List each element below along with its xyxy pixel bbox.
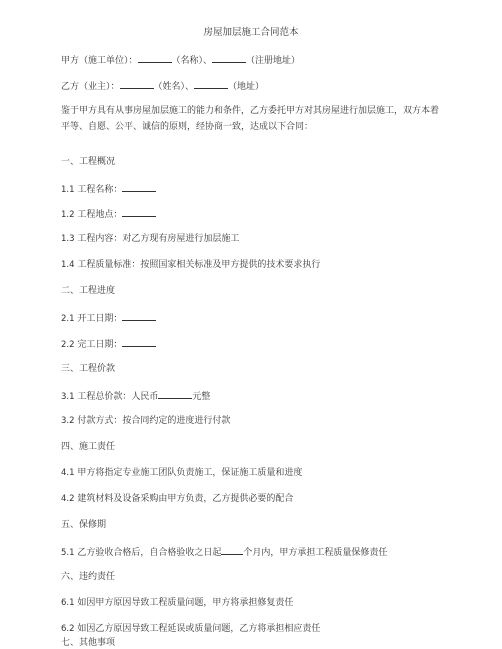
item-2-2 [61,337,441,351]
section-5-heading: 五、保修期 [61,520,107,530]
item-number: 1.4 [61,260,75,270]
item-5-1 [61,545,441,559]
section-7-heading: 七、其他事项 [61,638,116,648]
item-text: 如因乙方原因导致工程延误或质量问题，乙方将承担相应责任 [74,624,321,634]
section-1-heading: 一、工程概况 [61,157,116,167]
item-3-1 [61,389,441,403]
section-2-heading: 二、工程进度 [61,286,116,296]
item-text: 工程地点： [74,210,123,220]
item-number: 2.2 [61,340,75,350]
item-text: 乙方验收合格后，自合格验收之日起 [74,548,222,558]
item-text: 工程质量标准：按照国家相关标准及甲方提供的技术要求执行 [74,260,321,270]
total-price-blank [158,389,192,399]
item-text: 工程名称： [74,185,123,195]
party-b-suffix: （地址） [228,82,265,92]
item-number: 3.1 [61,392,75,402]
item-number: 5.1 [61,548,75,558]
item-suffix: 个月内，甲方承担工程质量保修责任 [243,548,388,558]
item-number: 2.1 [61,314,75,324]
project-name-blank [122,182,156,192]
intro-paragraph: 鉴于甲方具有从事房屋加层施工的能力和条件，乙方委托甲方对其房屋进行加层施工，双方本着平等、自愿、公平、诚信的原则，经协商一致，达成以下合同： [61,106,440,132]
item-number: 4.2 [61,494,75,504]
item-number: 1.3 [61,234,75,244]
item-text: 工程内容：对乙方现有房屋进行加层施工 [74,234,240,244]
item-3-2 [61,415,441,427]
party-a-mid: （名称）、 [171,56,213,66]
item-number: 1.2 [61,210,75,220]
warranty-months-blank [221,545,243,555]
item-number: 3.2 [61,416,75,426]
item-number: 4.1 [61,468,75,478]
item-1-3 [61,233,441,245]
party-b-mid: （姓名）、 [153,82,195,92]
start-date-blank [122,311,156,321]
item-text: 工程总价款：人民币 [74,392,159,402]
party-a-address-blank [212,53,246,63]
item-text: 建筑材料及设备采购由甲方负责，乙方提供必要的配合 [74,494,294,504]
section-6-heading: 六、违约责任 [61,572,116,582]
item-text: 开工日期： [74,314,123,324]
section-4-heading: 四、施工责任 [61,442,116,452]
item-1-1 [61,182,441,196]
party-a-line [61,53,441,67]
item-4-2 [61,493,441,505]
party-b-name-blank [120,79,154,89]
item-number: 6.2 [61,624,75,634]
item-suffix: 元整 [192,392,211,402]
item-number: 1.1 [61,185,75,195]
party-b-line [61,79,441,93]
party-a-suffix: （注册地址） [246,56,301,66]
section-3-heading: 三、工程价款 [61,364,116,374]
item-number: 6.1 [61,598,75,608]
item-text: 完工日期： [74,340,123,350]
party-a-name-blank [138,53,172,63]
party-b-address-blank [194,79,228,89]
item-1-4 [61,259,441,271]
project-location-blank [122,207,156,217]
item-text: 付款方式：按合同约定的进度进行付款 [74,416,231,426]
document-title: 房屋加层施工合同范本 [203,27,299,38]
item-text: 甲方将指定专业施工团队负责施工，保证施工质量和进度 [74,468,303,478]
end-date-blank [122,337,156,347]
item-4-1 [61,467,441,479]
item-6-2 [61,623,441,635]
item-text: 如因甲方原因导致工程质量问题，甲方将承担修复责任 [74,598,294,608]
item-2-1 [61,311,441,325]
item-1-2 [61,207,441,221]
party-a-prefix: 甲方（施工单位）： [61,56,138,66]
item-6-1 [61,597,441,609]
party-b-prefix: 乙方（业主）： [61,82,120,92]
